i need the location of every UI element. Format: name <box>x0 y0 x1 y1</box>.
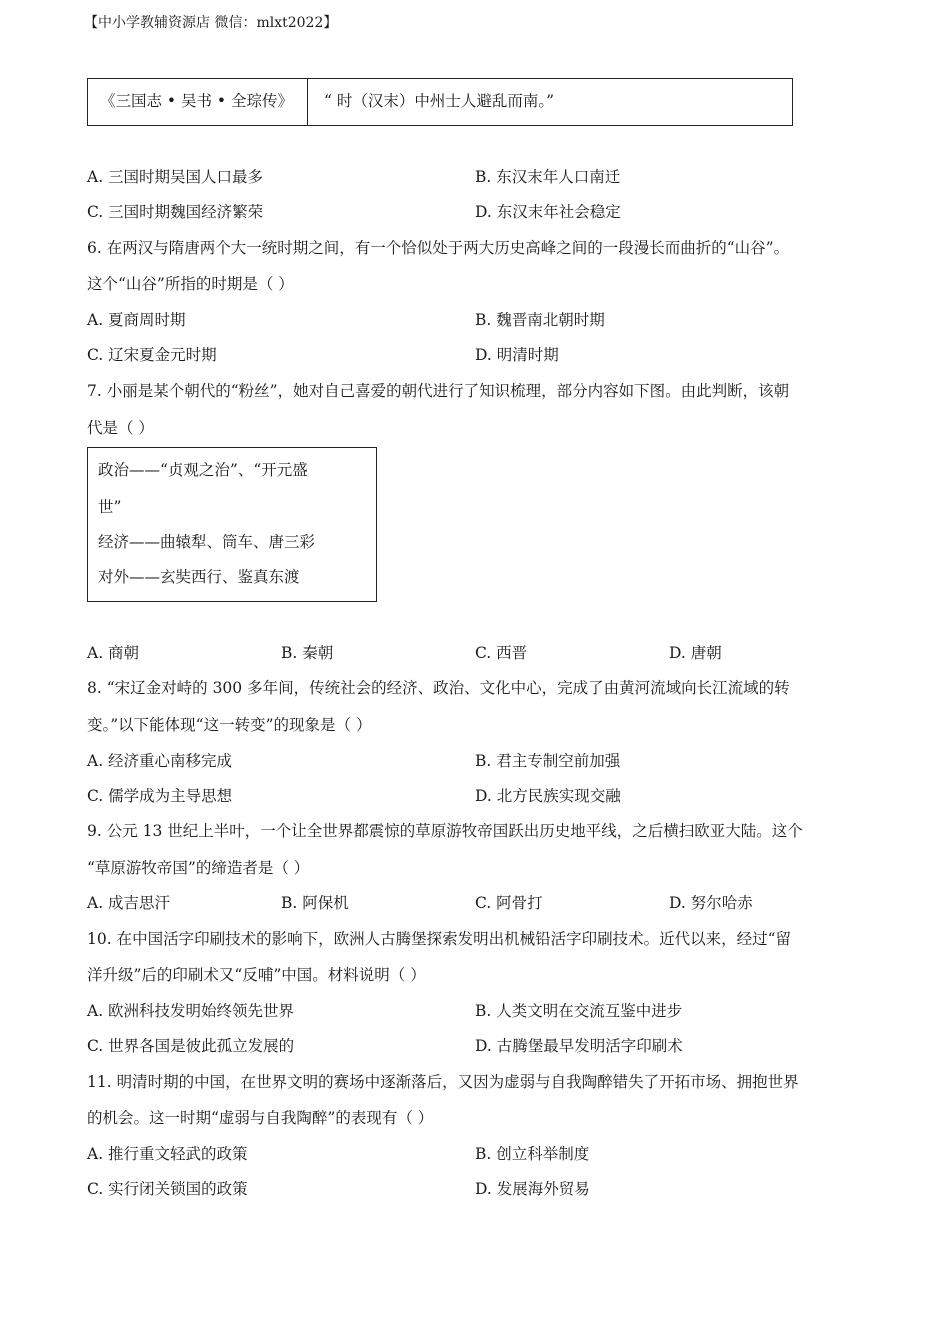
q6-option-a[interactable]: A. 夏商周时期 <box>87 311 186 329</box>
q6-stem-line2: 这个“山谷”所指的时期是（ ） <box>87 275 294 293</box>
q8-option-c[interactable]: C. 儒学成为主导思想 <box>87 787 233 805</box>
q5-option-d[interactable]: D. 东汉末年社会稳定 <box>475 203 621 221</box>
q11-option-d[interactable]: D. 发展海外贸易 <box>475 1180 590 1198</box>
q9-stem-line2: “草原游牧帝国”的缔造者是（ ） <box>87 859 310 877</box>
q10-option-a[interactable]: A. 欧洲科技发明始终领先世界 <box>87 1002 295 1020</box>
q7-stem-line1: 7. 小丽是某个朝代的“粉丝”，她对自己喜爱的朝代进行了知识梳理，部分内容如下图。由此判断，该朝 <box>87 382 790 400</box>
q10-stem-line1: 10. 在中国活字印刷技术的影响下，欧洲人古腾堡探索发明出机械铅活字印刷技术。近代以来，经过“留 <box>87 930 792 948</box>
q7-option-d[interactable]: D. 唐朝 <box>669 644 722 662</box>
header-note: 【中小学教辅资源店 微信：mlxt2022】 <box>84 15 338 31</box>
source-cell: 《三国志 • 吴书 • 全琮传》 <box>88 79 308 125</box>
quote-cell: “ 时（汉末）中州士人避乱而南。” <box>324 92 555 110</box>
q7-box-economy: 经济——曲辕犁、筒车、唐三彩 <box>98 533 316 551</box>
q11-option-b[interactable]: B. 创立科举制度 <box>475 1145 590 1163</box>
q9-option-d[interactable]: D. 努尔哈赤 <box>669 894 753 912</box>
q5-option-c[interactable]: C. 三国时期魏国经济繁荣 <box>87 203 264 221</box>
q11-stem-line2: 的机会。这一时期“虚弱与自我陶醉”的表现有（ ） <box>87 1109 434 1127</box>
q9-option-b[interactable]: B. 阿保机 <box>281 894 349 912</box>
q5-option-a[interactable]: A. 三国时期吴国人口最多 <box>87 168 264 186</box>
q9-option-c[interactable]: C. 阿骨打 <box>475 894 543 912</box>
q7-option-b[interactable]: B. 秦朝 <box>281 644 334 662</box>
q5-option-b[interactable]: B. 东汉末年人口南迁 <box>475 168 621 186</box>
q7-box-politics-cont: 世” <box>98 498 122 516</box>
q9-option-a[interactable]: A. 成吉思汗 <box>87 894 171 912</box>
q6-option-d[interactable]: D. 明清时期 <box>475 346 559 364</box>
q6-option-b[interactable]: B. 魏晋南北朝时期 <box>475 311 605 329</box>
q6-stem-line1: 6. 在两汉与隋唐两个大一统时期之间，有一个恰似处于两大历史高峰之间的一段漫长而曲折的“山谷”。 <box>87 239 790 257</box>
q10-option-b[interactable]: B. 人类文明在交流互鉴中进步 <box>475 1002 683 1020</box>
q6-option-c[interactable]: C. 辽宋夏金元时期 <box>87 346 217 364</box>
q7-option-c[interactable]: C. 西晋 <box>475 644 528 662</box>
q11-option-a[interactable]: A. 推行重文轻武的政策 <box>87 1145 248 1163</box>
q7-option-a[interactable]: A. 商朝 <box>87 644 140 662</box>
q7-box-foreign: 对外——玄奘西行、鉴真东渡 <box>98 568 300 586</box>
q8-option-b[interactable]: B. 君主专制空前加强 <box>475 752 621 770</box>
q7-knowledge-box <box>87 447 377 602</box>
q11-option-c[interactable]: C. 实行闭关锁国的政策 <box>87 1180 248 1198</box>
q8-stem-line1: 8. “宋辽金对峙的 300 多年间，传统社会的经济、政治、文化中心，完成了由黄河流域向长江流域的转 <box>87 679 790 697</box>
q8-option-a[interactable]: A. 经济重心南移完成 <box>87 752 233 770</box>
q10-option-d[interactable]: D. 古腾堡最早发明活字印刷术 <box>475 1037 683 1055</box>
q8-stem-line2: 变。”以下能体现“这一转变”的现象是（ ） <box>87 716 372 734</box>
q10-stem-line2: 洋升级”后的印刷术又“反哺”中国。材料说明（ ） <box>87 966 426 984</box>
q7-box-politics: 政治——“贞观之治”、“开元盛 <box>98 461 308 479</box>
q10-option-c[interactable]: C. 世界各国是彼此孤立发展的 <box>87 1037 295 1055</box>
q9-stem-line1: 9. 公元 13 世纪上半叶，一个让全世界都震惊的草原游牧帝国跃出历史地平线，之后横扫欧亚大陆。这个 <box>87 822 803 840</box>
q11-stem-line1: 11. 明清时期的中国，在世界文明的赛场中逐渐落后，又因为虚弱与自我陶醉错失了开拓市场、拥抱世界 <box>87 1073 799 1091</box>
source-table <box>87 78 793 126</box>
q8-option-d[interactable]: D. 北方民族实现交融 <box>475 787 621 805</box>
q7-stem-line2: 代是（ ） <box>87 419 154 437</box>
